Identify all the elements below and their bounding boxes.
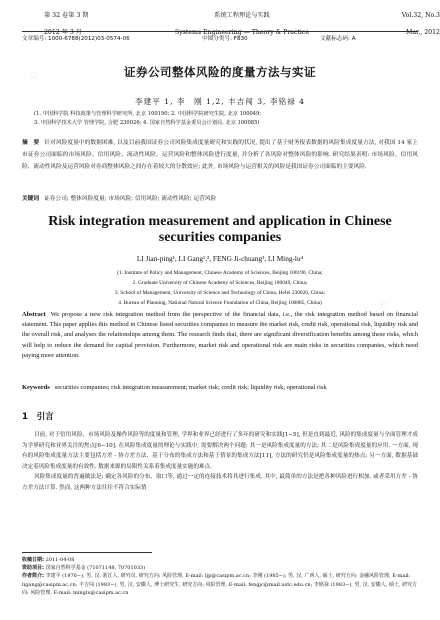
header-volume-cn: 第 32 卷第 3 期 — [44, 12, 89, 19]
received-date: 2011-04-08 — [45, 557, 75, 563]
fund-text: 国家自然科学基金 (71071148, 70701033) — [45, 565, 146, 572]
chinese-affiliations — [34, 110, 406, 128]
footnote-received — [22, 556, 418, 564]
chinese-authors: 李建平 1, 李 刚 1,2, 丰吉闯 3, 李铭禄 4 — [135, 97, 305, 106]
keywords-text: 证券公司; 整体风险度量; 市场风险; 信用风险; 流动性风险; 运营风险 — [44, 196, 217, 202]
footnote-bio — [22, 572, 418, 597]
fund-label: 资助项目: — [22, 565, 44, 572]
section-heading: 1 引言 — [22, 412, 54, 422]
english-title: Risk integration measurement and application in Chinese securities companies — [48, 214, 392, 245]
paragraph: 目前, 对于信用风险、市场风险及操作风险等的度量和管理, 学界和业界已经进行了多年的研究和实践[1−5], 但是直到最近, 风险的集成度量与全面管理才成为学界研究和业界关注的焦点[6−10]. 在风险集成度量的理论与实践中, 需要解决两个问题: 其一是风险集成度量的方法; 其二是风险集成度量的应用. 一方面, 现有的风险集成度量方法主要包括方差 - 协方差方法、基于分布的集成方法和基于情景的集成方法[11], 方法的研究仍是风险集成度量的热点; 另一方面, 数据基础决定着风险集成度量的有效性. 数据来源的局限性关系着集成度量实施的难点. — [22, 432, 418, 470]
keywords-label: Keywords — [22, 384, 50, 391]
footnote — [22, 556, 418, 597]
english-abstract — [22, 310, 418, 361]
english-authors: LI Jian-ping¹, LI Gang¹,², FENG Ji-chuang³, LI Ming-lu⁴ — [136, 254, 304, 263]
english-keywords — [22, 383, 418, 393]
affiliation-line: 3. School of Management, University of Science and Technology of China, Hefei 230026, China; — [114, 290, 326, 296]
document-code: 文献标志码: A — [320, 36, 356, 42]
english-affiliations — [40, 268, 400, 308]
keywords-text: securities companies; risk integration measurement; market risk; credit risk; liquidity risk; operational risk — [54, 384, 327, 391]
header-date-en: Mar., 2012 — [406, 29, 440, 36]
watermark: ◇ — [377, 298, 390, 313]
header-volume-en: Vol.32, No.3 — [401, 12, 440, 19]
affiliation-line: 3. 中国科学技术大学 管理学院, 合肥 230026; 4. 国家自然科学基金委员会计划局, 北京 100085) — [34, 120, 260, 127]
chinese-abstract — [22, 138, 418, 173]
bio-text: 李建平 (1976−), 男, 汉, 浙江人, 研究员, 研究方向: 风险管理, E-mail: ljp@casipm.ac.cn; 李刚 (1985−), 男, 汉, 广西人, 硕士, 研究方向: 金融风险管理, E-mail: ligang@casipm.ac.cn; 丰吉闯 (1983−), 男, 汉, 安徽人, 博士研究生, 研究方向: 风险管理, E-mail: fengjc@mail.ustc.edu.cn; 李铭禄 (1983−), 男, 汉, 安徽人, 硕士, 研究方向: 风险管理, E-mail: minglu@casipm.ac.cn — [22, 573, 418, 596]
paragraph: 风险集成度量的普遍做法是: 确定各风险的分布、取口等, 通过一定的连接技术将其进行集成. 其中, 最简单的方法是把各种风险进行相加. 或者采用方差 - 协方差方法计算. 然而, 这两种方法往往不符合实际情 — [22, 474, 418, 491]
received-label: 收稿日期: — [22, 557, 44, 563]
body-text — [22, 430, 418, 494]
chinese-title: 证券公司整体风险的度量方法与实证 — [124, 65, 316, 79]
affiliation-line: 4. Bureau of Planning, National Natural Science Foundation of China, Beijing 100085, China) — [118, 300, 322, 306]
abstract-label: Abstract — [22, 311, 46, 318]
header-journal-cn: 系统工程理论与实践 — [214, 12, 270, 19]
header-date-cn: 2012 年 3 月 — [44, 29, 82, 36]
clc-number: 中图分类号: F830 — [202, 36, 248, 42]
header-journal-en: Systems Engineering — Theory & Practice — [174, 29, 310, 36]
keywords-label: 关键词 — [22, 196, 40, 202]
running-header-cn — [44, 12, 440, 20]
chinese-keywords — [22, 193, 418, 202]
footnote-rule — [22, 552, 152, 553]
bio-label: 作者简介: — [22, 573, 44, 580]
affiliation-line: 2. Graduate University of Chinese Academy of Sciences, Beijing 100049, China; — [132, 280, 308, 286]
article-meta — [22, 34, 418, 42]
article-number: 文章编号: 1000-6788(2012)03-0574-06 — [22, 36, 130, 42]
footnote-fund — [22, 564, 418, 572]
affiliation-line: (1. 中国科学院 科技政策与管理科学研究所, 北京 100190; 2. 中国科学院研究生院, 北京 100049; — [34, 111, 262, 117]
abstract-label: 摘 要 — [22, 140, 40, 146]
abstract-text: 针对风险度量中的数据困难, 以及目前我国证券公司风险集成度量研究和实践的状况, 提出了基于财务报表数据的风险集成度量方法, 对我国 14 家上市证券公司面临的市场风险、信用风险、流动性风险、运营风险和整体风险进行度量, 并分析了各风险对整体风险的影响. 研究结果表明: 市场风险、信用风险、流动性风险及运营风险对券商整体风险之间存在着较大的分散效应; 此外, 市场风险与运营相关的风险是我国证券公司面临的主要风险. — [22, 140, 418, 170]
affiliation-line: (1. Institute of Policy and Management, Chinese Academy of Sciences, Beijing 100190, China; — [117, 270, 323, 276]
abstract-text: We propose a new risk integration method from the perspective of the financial data, i.e., the risk integration method based on financial statement. This paper applies this method in Chinese listed securities companies to measure the market risk, credit risk, operational risk, liquidity risk and the overall risk, and analyses the relationships among them. The research finds that, there are significant diversification benefits among these risks, which will help to reduce the demand for capital provision. Furthermore, market risk and operational risk are main risks in securities companies, which need paying more attention. — [22, 311, 418, 359]
watermark: ◇ — [27, 68, 40, 83]
